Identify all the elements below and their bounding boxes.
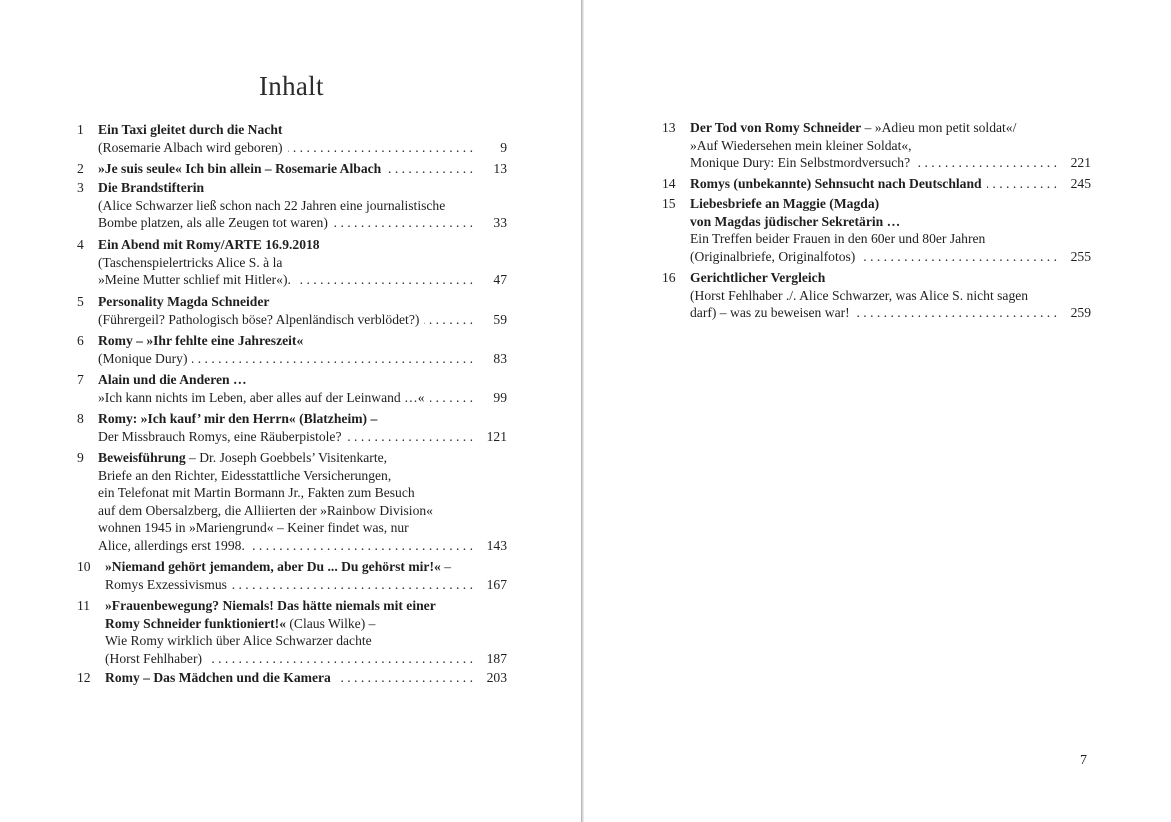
chapter-subtitle: Romys Exzessivismus (105, 576, 227, 592)
chapter-number: 8 (77, 411, 84, 426)
chapter-subtitle: ein Telefonat mit Martin Bormann Jr., Fakten zum Besuch (98, 485, 415, 501)
toc-line (98, 371, 507, 389)
page-reference: 143 (473, 537, 507, 555)
chapter-heading: Der Tod von Romy Schneider (690, 120, 862, 135)
chapter-heading: Ein Abend mit Romy/ARTE 16.9.2018 (98, 237, 320, 252)
toc-line (98, 160, 507, 178)
toc-line (690, 119, 1091, 137)
page-reference: 99 (473, 389, 507, 407)
chapter-subtitle: »Ich kann nichts im Leben, aber alles auf der Leinwand …« (98, 389, 425, 405)
chapter-number: 11 (77, 598, 91, 613)
chapter-number: 5 (77, 294, 84, 309)
chapter-number: 15 (662, 196, 676, 211)
chapter-subtitle: (Taschenspielertricks Alice S. à la (98, 254, 283, 270)
toc-entry[interactable] (662, 195, 1091, 265)
toc-line (98, 350, 507, 368)
toc-line (98, 197, 507, 215)
toc-line (98, 293, 507, 311)
toc-entry[interactable] (662, 175, 1091, 193)
toc-line (98, 236, 507, 254)
chapter-number: 14 (662, 176, 676, 191)
chapter-subtitle: wohnen 1945 in »Mariengrund« – Keiner findet was, nur (98, 520, 409, 536)
toc-line (105, 576, 507, 594)
toc-entry[interactable] (77, 179, 507, 232)
toc-line (98, 179, 507, 197)
chapter-heading: »Niemand gehört jemandem, aber Du ... Du gehörst mir!« (105, 559, 441, 574)
chapter-subtitle: (Führergeil? Pathologisch böse? Alpenländisch verblödet?) (98, 311, 420, 327)
chapter-subtitle: (Claus Wilke) – (286, 615, 376, 631)
toc-title: Inhalt (259, 71, 324, 101)
chapter-heading: Ein Taxi gleitet durch die Nacht (98, 122, 283, 137)
toc-entry[interactable] (662, 119, 1091, 172)
page-reference: 83 (473, 350, 507, 368)
toc-line (690, 154, 1091, 172)
toc-line (98, 537, 507, 555)
chapter-subtitle: (Monique Dury) (98, 350, 188, 366)
chapter-heading: Romy: »Ich kauf’ mir den Herrn« (Blatzheim) – (98, 411, 378, 426)
chapter-heading: von Magdas jüdischer Sekretärin … (690, 213, 901, 229)
chapter-subtitle: – Dr. Joseph Goebbels’ Visitenkarte, (185, 450, 388, 465)
chapter-heading: »Frauenbewegung? Niemals! Das hätte niemals mit einer (105, 598, 436, 613)
toc-line (98, 311, 507, 329)
chapter-subtitle: (Horst Fehlhaber) (105, 650, 203, 666)
toc-line (690, 175, 1091, 193)
toc-line (98, 467, 507, 485)
chapter-subtitle: Wie Romy wirklich über Alice Schwarzer dachte (105, 633, 372, 649)
toc-entry[interactable] (77, 410, 507, 445)
page-reference: 9 (473, 139, 507, 157)
chapter-heading: Romy – Das Mädchen und die Kamera (105, 670, 331, 685)
chapter-subtitle: (Horst Fehlhaber ./. Alice Schwarzer, was Alice S. nicht sagen (690, 287, 1029, 303)
toc-line (690, 304, 1091, 322)
toc-line (105, 632, 507, 650)
toc-line (98, 449, 507, 467)
chapter-subtitle: (Rosemarie Albach wird geboren) (98, 139, 283, 155)
toc-line (105, 650, 507, 668)
chapter-subtitle: – (440, 559, 451, 574)
page-reference: 245 (1057, 175, 1091, 193)
toc-line (105, 669, 507, 687)
chapter-subtitle: Bombe platzen, als alle Zeugen tot waren) (98, 215, 328, 231)
page-gutter (581, 0, 584, 822)
toc-line (690, 195, 1091, 213)
chapter-subtitle: Briefe an den Richter, Eidesstattliche Versicherungen, (98, 467, 392, 483)
page-reference: 47 (473, 271, 507, 289)
toc-entry[interactable] (662, 269, 1091, 322)
toc-entry[interactable] (77, 669, 507, 687)
page-reference: 13 (473, 160, 507, 178)
chapter-subtitle: – »Adieu mon petit soldat«/ (861, 120, 1017, 135)
toc-line (105, 597, 507, 615)
chapter-subtitle: Monique Dury: Ein Selbstmordversuch? (690, 155, 911, 171)
chapter-number: 6 (77, 333, 84, 348)
page-reference: 59 (473, 311, 507, 329)
toc-entry[interactable] (77, 558, 507, 593)
page-reference: 259 (1057, 304, 1091, 322)
chapter-subtitle: auf dem Obersalzberg, die Alliierten der »Rainbow Division« (98, 502, 433, 518)
chapter-number: 2 (77, 161, 84, 176)
toc-line (690, 287, 1091, 305)
chapter-subtitle: »Auf Wiedersehen mein kleiner Soldat«, (690, 137, 912, 153)
page-reference: 255 (1057, 248, 1091, 266)
chapter-number: 13 (662, 120, 676, 135)
toc-line (105, 558, 507, 576)
chapter-heading: Alain und die Anderen … (98, 372, 247, 387)
chapter-number: 12 (77, 670, 91, 685)
toc-entry[interactable] (77, 236, 507, 289)
chapter-heading: Personality Magda Schneider (98, 294, 270, 309)
toc-line (98, 502, 507, 520)
chapter-subtitle: (Originalbriefe, Originalfotos) (690, 248, 856, 264)
page-reference: 203 (473, 669, 507, 687)
chapter-number: 10 (77, 559, 91, 574)
toc-line (98, 271, 507, 289)
toc-line (690, 137, 1091, 155)
toc-line (98, 332, 507, 350)
page-reference: 221 (1057, 154, 1091, 172)
chapter-subtitle: Der Missbrauch Romys, eine Räuberpistole? (98, 428, 342, 444)
chapter-heading: Liebesbriefe an Maggie (Magda) (690, 196, 880, 211)
toc-entry[interactable] (77, 332, 507, 367)
page-reference: 187 (473, 650, 507, 668)
chapter-heading: Romy – »Ihr fehlte eine Jahreszeit« (98, 333, 304, 348)
toc-line (98, 214, 507, 232)
toc-entry[interactable] (77, 121, 507, 156)
toc-entry[interactable] (77, 293, 507, 328)
toc-line (98, 428, 507, 446)
chapter-number: 9 (77, 450, 84, 465)
toc-line (690, 230, 1091, 248)
toc-line (690, 248, 1091, 266)
chapter-heading: Gerichtlicher Vergleich (690, 270, 826, 285)
chapter-number: 7 (77, 372, 84, 387)
toc-entry[interactable] (77, 160, 507, 178)
chapter-subtitle: Alice, allerdings erst 1998. (98, 537, 245, 553)
chapter-subtitle: (Alice Schwarzer ließ schon nach 22 Jahren eine journalistische (98, 197, 446, 213)
page-reference: 167 (473, 576, 507, 594)
chapter-number: 16 (662, 270, 676, 285)
toc-line (690, 213, 1091, 231)
toc-entry[interactable] (77, 449, 507, 555)
chapter-number: 1 (77, 122, 84, 137)
toc-line (98, 484, 507, 502)
page-reference: 121 (473, 428, 507, 446)
toc-line (105, 615, 507, 633)
page-number: 7 (1080, 753, 1087, 768)
page-reference: 33 (473, 214, 507, 232)
chapter-number: 3 (77, 180, 84, 195)
chapter-subtitle: »Meine Mutter schlief mit Hitler«). (98, 272, 291, 288)
toc-line (98, 121, 507, 139)
toc-entry[interactable] (77, 597, 507, 667)
chapter-subtitle: Ein Treffen beider Frauen in den 60er und 80er Jahren (690, 231, 986, 247)
chapter-heading: »Je suis seule« Ich bin allein – Rosemarie Albach (98, 161, 382, 176)
chapter-subtitle: darf) – was zu beweisen war! (690, 305, 850, 321)
toc-line (98, 389, 507, 407)
chapter-heading: Romys (unbekannte) Sehnsucht nach Deutschland (690, 176, 982, 191)
toc-line (690, 269, 1091, 287)
chapter-heading: Die Brandstifterin (98, 180, 205, 195)
toc-line (98, 410, 507, 428)
chapter-heading: Romy Schneider funktioniert!« (105, 615, 286, 631)
toc-line (98, 254, 507, 272)
chapter-number: 4 (77, 237, 84, 252)
chapter-heading: Beweisführung (98, 450, 186, 465)
toc-line (98, 139, 507, 157)
toc-line (98, 519, 507, 537)
toc-entry[interactable] (77, 371, 507, 406)
